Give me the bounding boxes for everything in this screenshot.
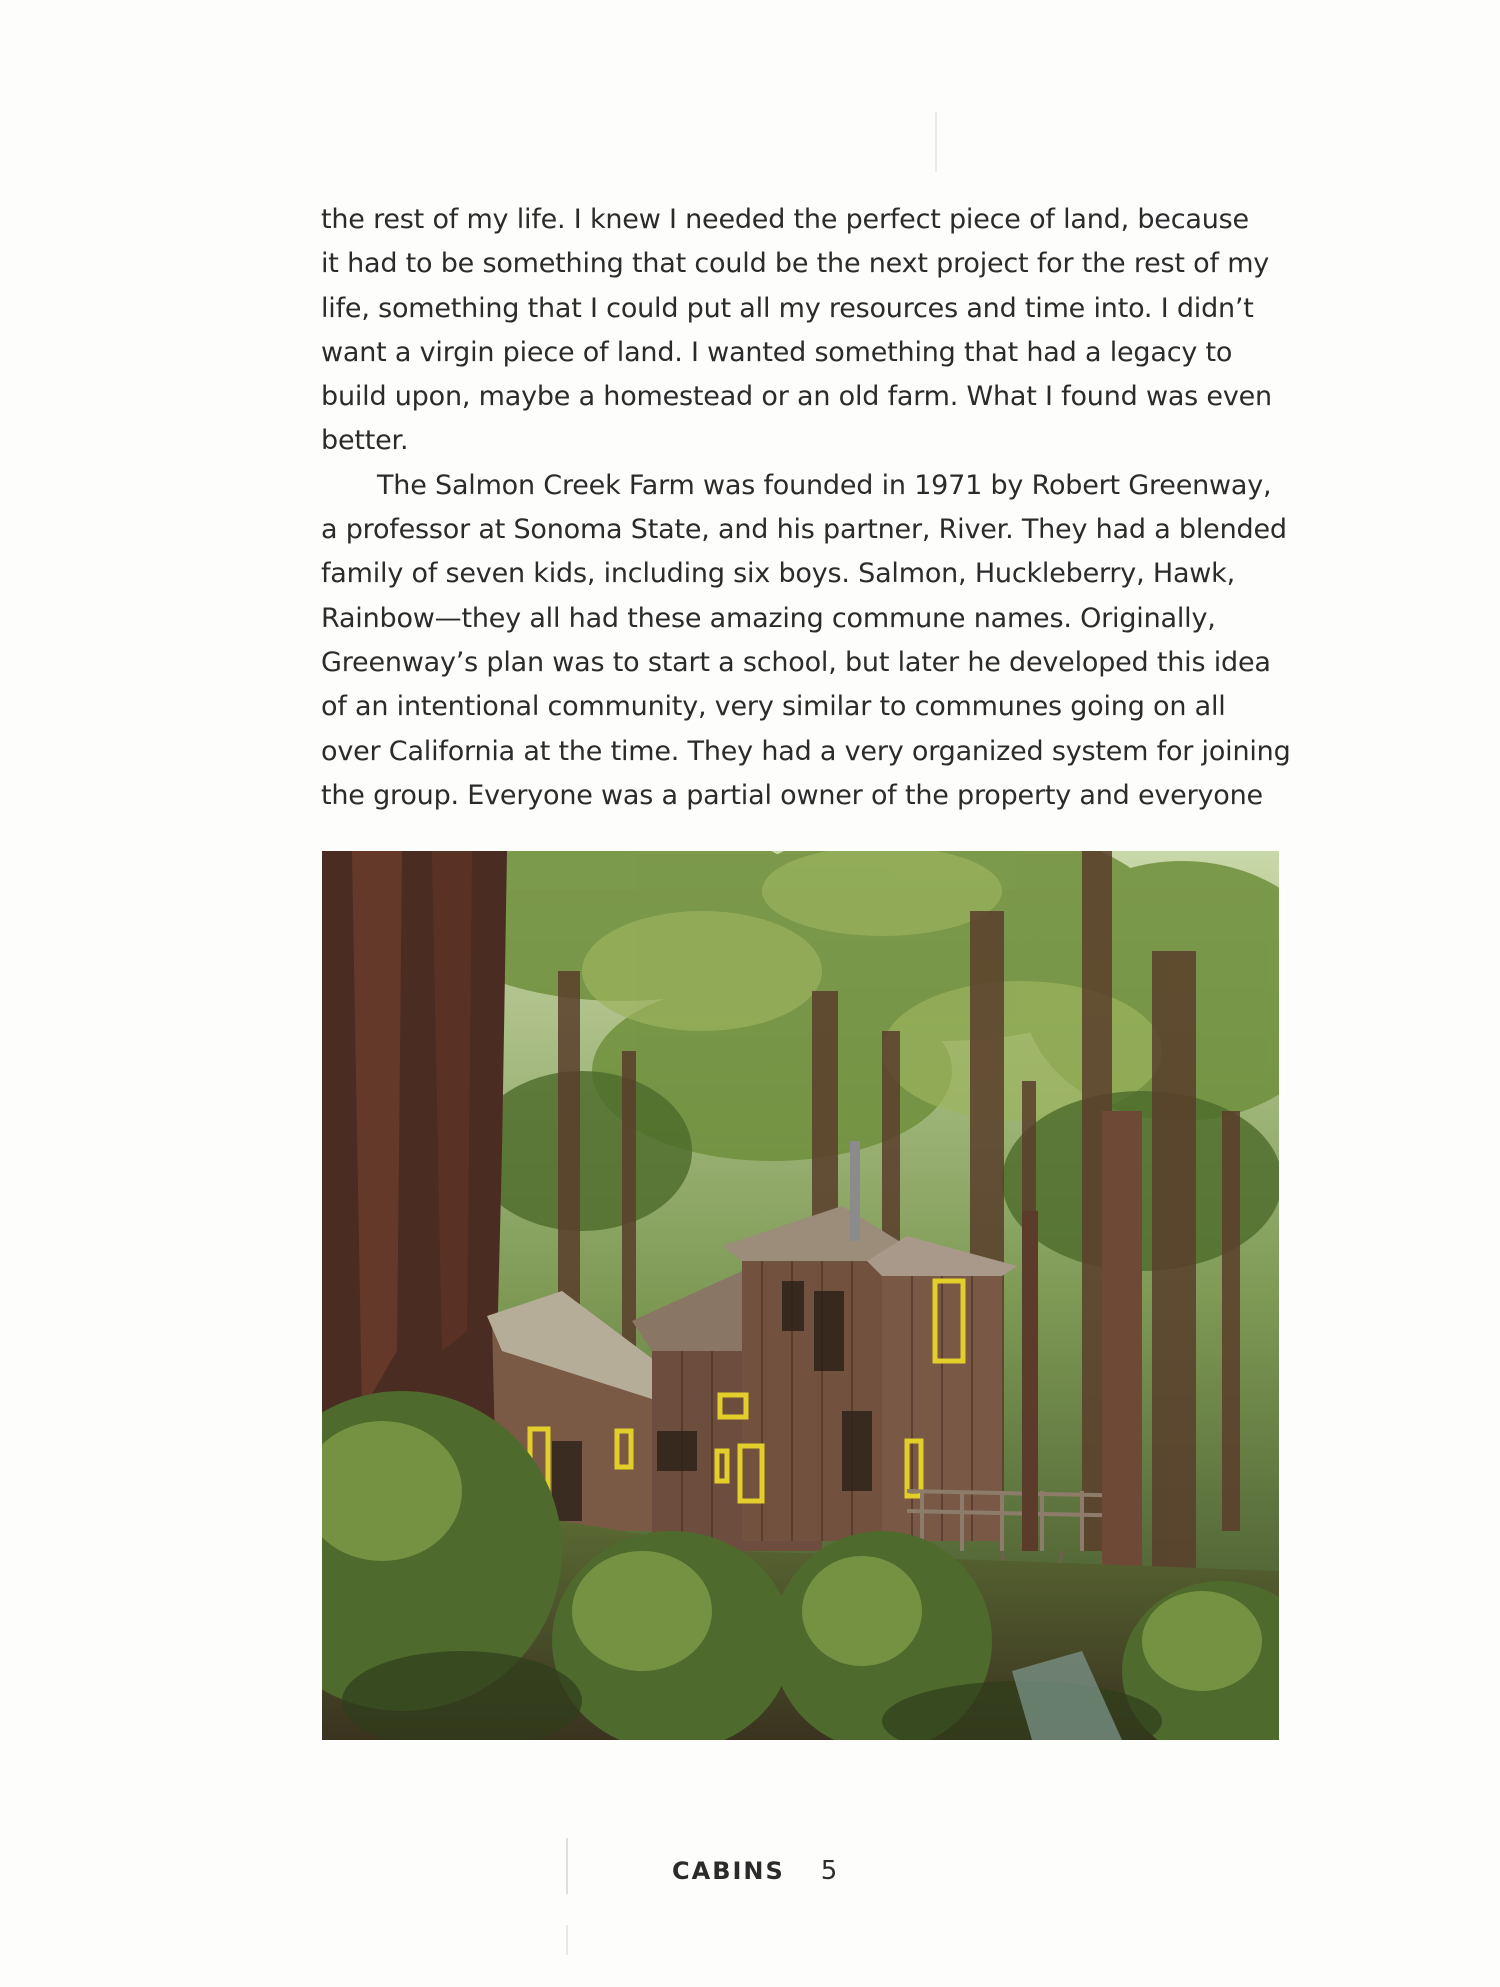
body-text: [321, 198, 1291, 818]
paragraph-2: The Salmon Creek Farm was founded in 1971 by Robert Greenway, a professor at Sonoma State, and his partner, River. They had a blended family of seven kids, including six boys. Salmon, Huckleberry, Hawk, Rainbow—they all had these amazing commune names. Originally, Greenway’s plan was to start a school, but later he developed this idea of an intentional community, very similar to communes going on all over California at the time. They had a very organized system for joining the group. Everyone was a partial owner of the property and everyone: [321, 469, 1291, 811]
paragraph-1: the rest of my life. I knew I needed the perfect piece of land, because it had to be something that could be the next project for the rest of my life, something that I could put all my resources and time into. I didn’t want a virgin piece of land. I wanted something that had a legacy to build upon, maybe a homestead or an old farm. What I found was even better.: [321, 204, 1272, 457]
scan-artifact-bottom-2: [566, 1925, 568, 1955]
scan-artifact-bottom: [566, 1838, 568, 1894]
running-title: CABINS: [672, 1857, 785, 1885]
photo-illustration: [322, 851, 1279, 1740]
page-footer: [672, 1856, 837, 1886]
cabin-in-redwoods-photo: [322, 851, 1279, 1740]
scan-artifact-top: [935, 112, 937, 172]
page-number: 5: [820, 1856, 838, 1886]
